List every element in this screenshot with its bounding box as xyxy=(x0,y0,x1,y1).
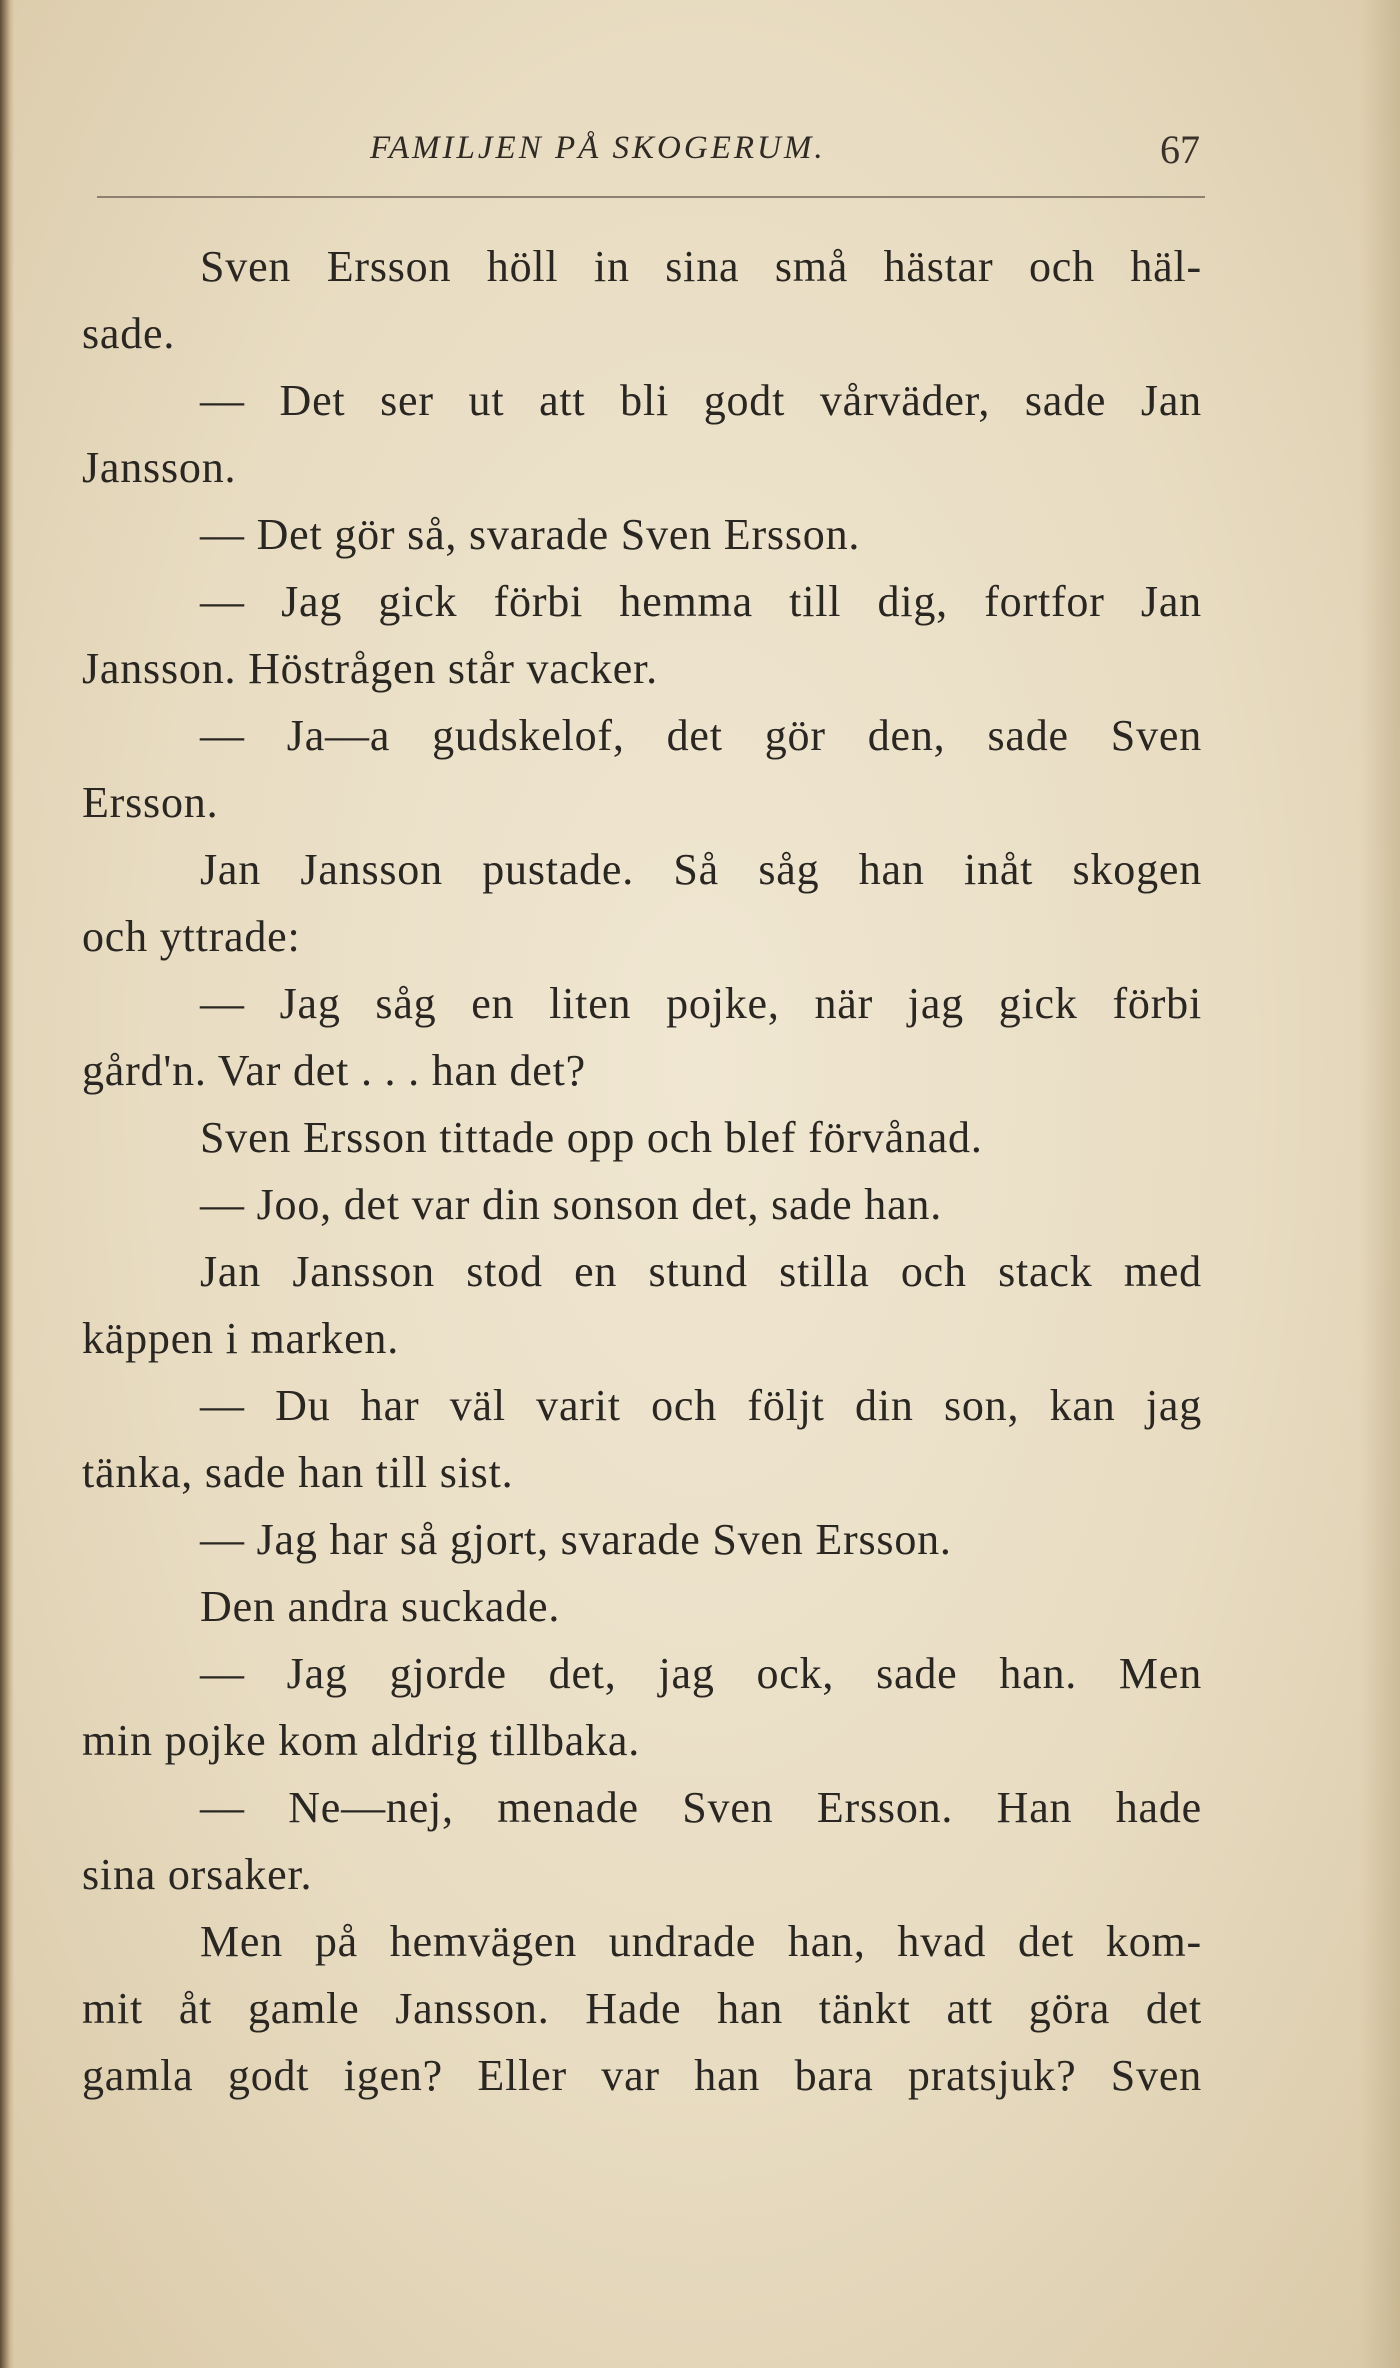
text-line: Den andra suckade. xyxy=(200,1582,561,1631)
text-line: sade. xyxy=(82,309,176,358)
text-line: Jan Jansson pustade. Så såg han inåt skogen xyxy=(200,845,1202,894)
header-rule xyxy=(97,196,1205,198)
text-line: — Jag gick förbi hemma till dig, fortfor Jan xyxy=(200,577,1202,626)
text-line: — Jag såg en liten pojke, när jag gick förbi xyxy=(200,979,1202,1028)
text-line: käppen i marken. xyxy=(82,1314,400,1363)
text-line: gamla godt igen? Eller var han bara pratsjuk? Sven xyxy=(82,2051,1202,2100)
page-number: 67 xyxy=(1160,127,1200,172)
text-line: — Jag har så gjort, svarade Sven Ersson. xyxy=(200,1515,952,1564)
text-line: Jan Jansson stod en stund stilla och stack med xyxy=(200,1247,1202,1296)
text-line: — Du har väl varit och följt din son, kan jag xyxy=(200,1381,1202,1430)
running-title: FAMILJEN PÅ SKOGERUM. xyxy=(370,130,826,166)
text-line: Men på hemvägen undrade han, hvad det kom- xyxy=(200,1917,1202,1966)
text-line: min pojke kom aldrig tillbaka. xyxy=(82,1716,641,1765)
text-line: sina orsaker. xyxy=(82,1850,313,1899)
text-line: — Det ser ut att bli godt vårväder, sade Jan xyxy=(200,376,1202,425)
text-line: tänka, sade han till sist. xyxy=(82,1448,514,1497)
text-line: — Jag gjorde det, jag ock, sade han. Men xyxy=(200,1649,1202,1698)
text-line: Sven Ersson höll in sina små hästar och häl- xyxy=(200,242,1202,291)
text-line: — Joo, det var din sonson det, sade han. xyxy=(200,1180,942,1229)
text-line: — Det gör så, svarade Sven Ersson. xyxy=(200,510,861,559)
text-line: Ersson. xyxy=(82,778,219,827)
text-line: — Ja—a gudskelof, det gör den, sade Sven xyxy=(200,711,1202,760)
body-text xyxy=(82,233,1202,2109)
text-line: Jansson. Höstrågen står vacker. xyxy=(82,644,658,693)
text-line: Jansson. xyxy=(82,443,237,492)
text-line: och yttrade: xyxy=(82,912,301,961)
text-line: — Ne—nej, menade Sven Ersson. Han hade xyxy=(200,1783,1202,1832)
page-binding-edge xyxy=(0,0,14,2368)
text-line: mit åt gamle Jansson. Hade han tänkt att göra det xyxy=(82,1984,1202,2033)
page-outer-edge xyxy=(1360,0,1400,2368)
text-line: Sven Ersson tittade opp och blef förvånad. xyxy=(200,1113,983,1162)
text-line: gård'n. Var det . . . han det? xyxy=(82,1046,586,1095)
